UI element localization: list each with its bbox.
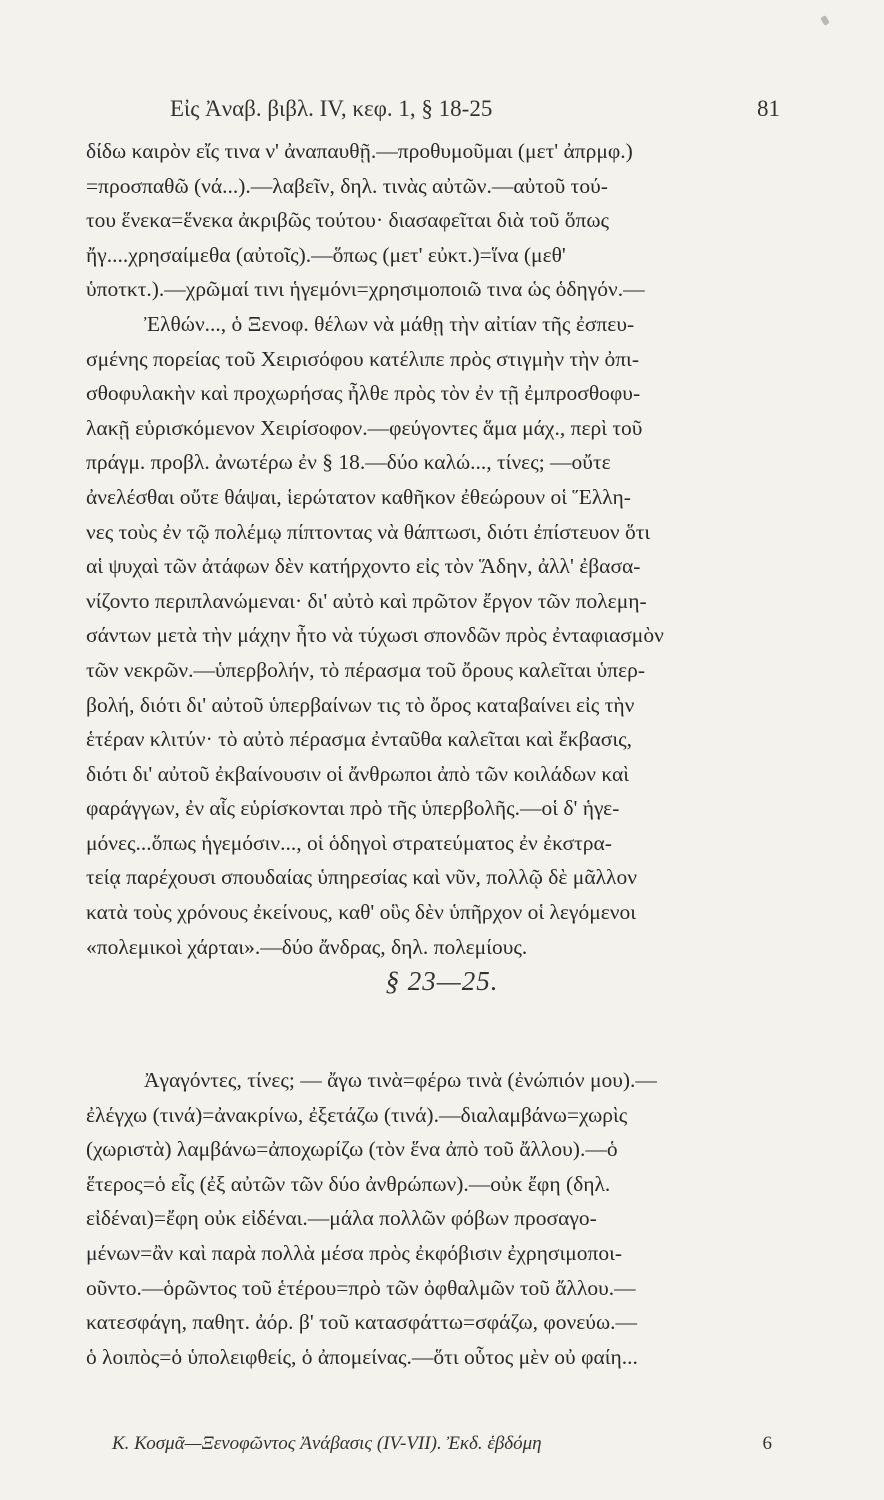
text-line: αἱ ψυχαὶ τῶν ἀτάφων δὲν κατήρχοντο εἰς τὸν Ἅδην, ἀλλ' ἐβασα- [86,554,641,579]
text-line: ὑποτκτ.).—χρῶμαί τινι ἡγεμόνι=χρησιμοποιῶ τινα ὡς ὁδηγόν.— [86,277,645,302]
text-line: τῶν νεκρῶν.—ὑπερβολήν, τὸ πέρασμα τοῦ ὄρους καλεῖται ὑπερ- [86,657,646,682]
text-line: του ἕνεκα=ἕνεκα ἀκριβῶς τούτου· διασαφεῖται διὰ τοῦ ὅπως [86,208,610,233]
text-line: ἀνελέσθαι οὔτε θάψαι, ἱερώτατον καθῆκον ἐθεώρουν οἱ Ἕλλη- [86,484,631,509]
text-line: μένων=ἂν καὶ παρὰ πολλὰ μέσα πρὸς ἐκφόβισιν ἐχρησιμοποι- [86,1240,623,1265]
text-line: ἐλέγχω (τινά)=ἀνακρίνω, ἐξετάζω (τινά).—διαλαμβάνω=χωρὶς [86,1102,628,1127]
text-line: σθοφυλακὴν καὶ προχωρήσας ἦλθε πρὸς τὸν ἐν τῇ ἐμπροσθοφυ- [86,381,641,406]
commentary-text-block [86,1063,776,1374]
text-line: εἰδέναι)=ἔφη οὐκ εἰδέναι.—μάλα πολλῶν φόβων προσαγο- [86,1206,597,1231]
commentary-text-block [86,134,776,964]
text-line: φαράγγων, ἐν αἷς εὑρίσκονται πρὸ τῆς ὑπερβολῆς.—οἱ δ' ἡγε- [86,796,620,821]
text-line: ἕτερος=ὁ εἷς (ἐξ αὐτῶν τῶν δύο ἀνθρώπων).—οὐκ ἔφη (δηλ. [86,1171,611,1196]
text-line: τείᾳ παρέχουσι σπουδαίας ὑπηρεσίας καὶ νῦν, πολλῷ δὲ μᾶλλον [86,865,637,890]
text-line: Ἀγαγόντες, τίνες; — ἄγω τινὰ=φέρω τινὰ (ἐνώπιόν μου).— [144,1068,657,1092]
text-line: διότι δι' αὐτοῦ ἐκβαίνουσιν οἱ ἄνθρωποι ἀπὸ τῶν κοιλάδων καὶ [86,761,630,786]
page-header [170,96,780,130]
text-line: δίδω καιρὸν εἴς τινα ν' ἀναπαυθῇ.—προθυμοῦμαι (μετ' ἀπρμφ.) [86,139,633,163]
text-line: Ἐλθών..., ὁ Ξενοφ. θέλων νὰ μάθῃ τὴν αἰτίαν τῆς ἐσπευ- [144,311,635,336]
text-line: σμένης πορείας τοῦ Χειρισόφου κατέλιπε πρὸς στιγμὴν τὴν ὀπι- [86,346,639,371]
text-line: (χωριστὰ) λαμβάνω=ἀποχωρίζω (τὸν ἕνα ἀπὸ τοῦ ἄλλου).—ὁ [86,1137,618,1162]
page-number: 81 [757,96,780,121]
text-line: οῦντο.—ὁρῶντος τοῦ ἑτέρου=πρὸ τῶν ὀφθαλμῶν τοῦ ἄλλου.— [86,1275,636,1300]
paper-speck [820,15,830,26]
text-line: «πολεμικοὶ χάρται».—δύο ἄνδρας, δηλ. πολεμίους. [86,934,528,959]
footer-citation: Κ. Κοσμᾶ—Ξενοφῶντος Ἀνάβασις (IV-VII). Ἐκδ. ἑβδόμη [112,1433,542,1454]
text-line: κατὰ τοὺς χρόνους ἐκείνους, καθ' οὓς δὲν ὑπῆρχον οἱ λεγόμενοι [86,900,637,925]
text-line: ἑτέραν κλιτύν· τὸ αὐτὸ πέρασμα ἐνταῦθα καλεῖται καὶ ἔκβασις, [86,727,633,752]
text-line: πράγμ. προβλ. ἀνωτέρω ἐν § 18.—δύο καλώ..., τίνες; —οὔτε [86,450,611,475]
running-title: Εἰς Ἀναβ. βιβλ. IV, κεφ. 1, § 18-25 [170,96,493,121]
section-heading: § 23—25. [385,966,499,996]
text-line: ἤγ....χρησαίμεθα (αὐτοῖς).—ὅπως (μετ' εὐκτ.)=ἵνα (μεθ' [86,242,566,267]
text-line: νίζοντο περιπλανώμεναι· δι' αὐτὸ καὶ πρῶτον ἔργον τῶν πολεμη- [86,588,647,613]
signature-mark: 6 [762,1433,772,1454]
text-line: νες τοὺς ἐν τῷ πολέμῳ πίπτοντας νὰ θάπτωσι, διότι ἐπίστευον ὅτι [86,519,651,544]
text-line: =προσπαθῶ (νά...).—λαβεῖν, δηλ. τινὰς αὐτῶν.—αὐτοῦ τού- [86,173,608,198]
text-line: σάντων μετὰ τὴν μάχην ἦτο νὰ τύχωσι σπονδῶν πρὸς ἐνταφιασμὸν [86,623,664,648]
text-line: λακῇ εὑρισκόμενον Χειρίσοφον.—φεύγοντες ἅμα μάχ., περὶ τοῦ [86,415,643,440]
text-line: μόνες...ὅπως ἡγεμόσιν..., οἱ ὁδηγοὶ στρατεύματος ἐν ἐκστρα- [86,830,612,855]
text-line: βολή, διότι δι' αὐτοῦ ὑπερβαίνων τις τὸ ὄρος καταβαίνει εἰς τὴν [86,692,635,717]
text-line: κατεσφάγη, παθητ. ἀόρ. β' τοῦ κατασφάττω=σφάζω, φονεύω.— [86,1310,637,1335]
text-line: ὁ λοιπὸς=ὁ ὑπολειφθείς, ὁ ἀπομείνας.—ὅτι οὗτος μὲν οὐ φαίη... [86,1344,638,1369]
